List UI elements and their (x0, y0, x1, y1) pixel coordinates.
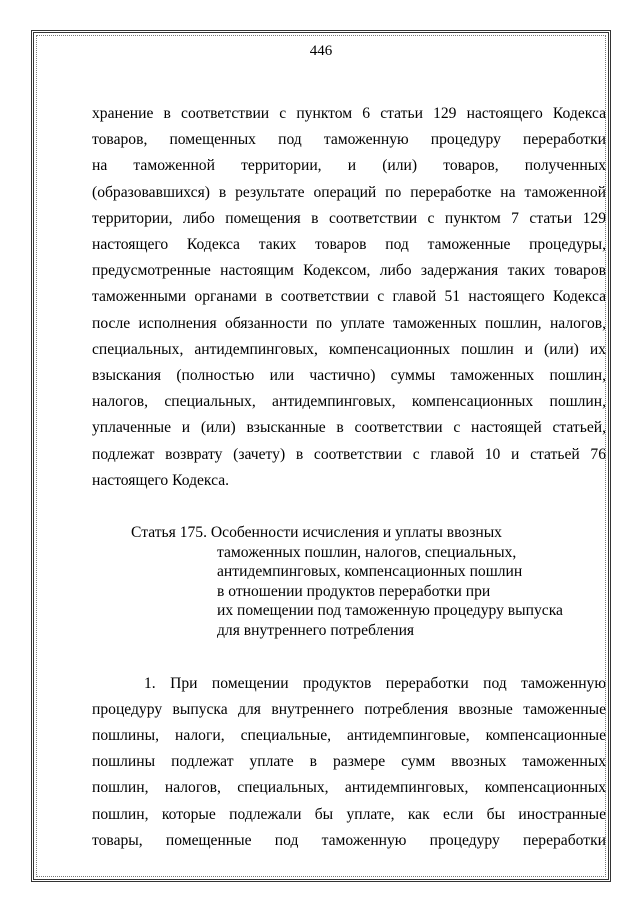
text-line: налогов, специальных, антидемпинговых, компенсационных пошлин, (92, 393, 606, 411)
text-line: 1. При помещении продуктов переработки под таможенную (144, 674, 606, 692)
text-line: настоящего Кодекса таких товаров под таможенные процедуры, (92, 236, 606, 254)
text-line: таможенными органами в соответствии с главой 51 настоящего Кодекса (92, 288, 606, 306)
text-line: хранение в соответствии с пунктом 6 статьи 129 настоящего Кодекса (92, 105, 606, 122)
page-frame (31, 30, 611, 882)
article-title-line: в отношении продуктов переработки при (217, 582, 491, 600)
article-title: Статья 175. Особенности исчисления и уплаты ввозных (131, 524, 502, 542)
article-heading (131, 523, 606, 641)
text-line: пошлины, налоги, специальные, антидемпинговые, компенсационные (92, 727, 606, 745)
text-line: (образовавшихся) в результате операций по переработке на таможенной (92, 183, 606, 201)
text-line: настоящего Кодекса. (92, 471, 230, 489)
text-line: уплаченные и (или) взысканные в соответствии с настоящей статьей, (92, 419, 606, 437)
document-body (92, 101, 606, 854)
text-line: территории, либо помещения в соответствии с пунктом 7 статьи 129 (92, 209, 606, 227)
text-line: подлежат возврату (зачету) в соответствии с главой 10 и статьей 76 (92, 445, 606, 463)
text-line: взыскания (полностью или частично) суммы таможенных пошлин, (92, 367, 606, 385)
text-line: предусмотренные настоящим Кодексом, либо задержания таких товаров (92, 262, 606, 280)
page-number: 446 (309, 43, 333, 59)
article-title-line: для внутреннего потребления (217, 622, 415, 640)
text-line: товары, помещенные под таможенную процедуру переработки (92, 831, 606, 849)
article-title-line: таможенных пошлин, налогов, специальных, (217, 543, 517, 561)
text-line: специальных, антидемпинговых, компенсационных пошлин и (или) их (92, 340, 606, 358)
text-line: на таможенной территории, и (или) товаров, полученных (92, 157, 606, 175)
article-title-line: их помещении под таможенную процедуру выпуска (217, 602, 563, 620)
paragraph-continuation (92, 101, 606, 494)
text-line: после исполнения обязанности по уплате таможенных пошлин, налогов, (92, 314, 606, 332)
text-line: пошлин, которые подлежали бы уплате, как если бы иностранные (92, 805, 606, 823)
article-title-line: антидемпинговых, компенсационных пошлин (217, 563, 523, 581)
text-line: пошлин, налогов, специальных, антидемпинговых, компенсационных (92, 779, 606, 797)
text-line: товаров, помещенных под таможенную процедуру переработки (92, 131, 606, 149)
paragraph-item-1 (92, 671, 606, 854)
text-line: пошлины подлежат уплате в размере сумм ввозных таможенных (92, 753, 606, 771)
text-line: процедуру выпуска для внутреннего потребления ввозные таможенные (92, 700, 606, 718)
